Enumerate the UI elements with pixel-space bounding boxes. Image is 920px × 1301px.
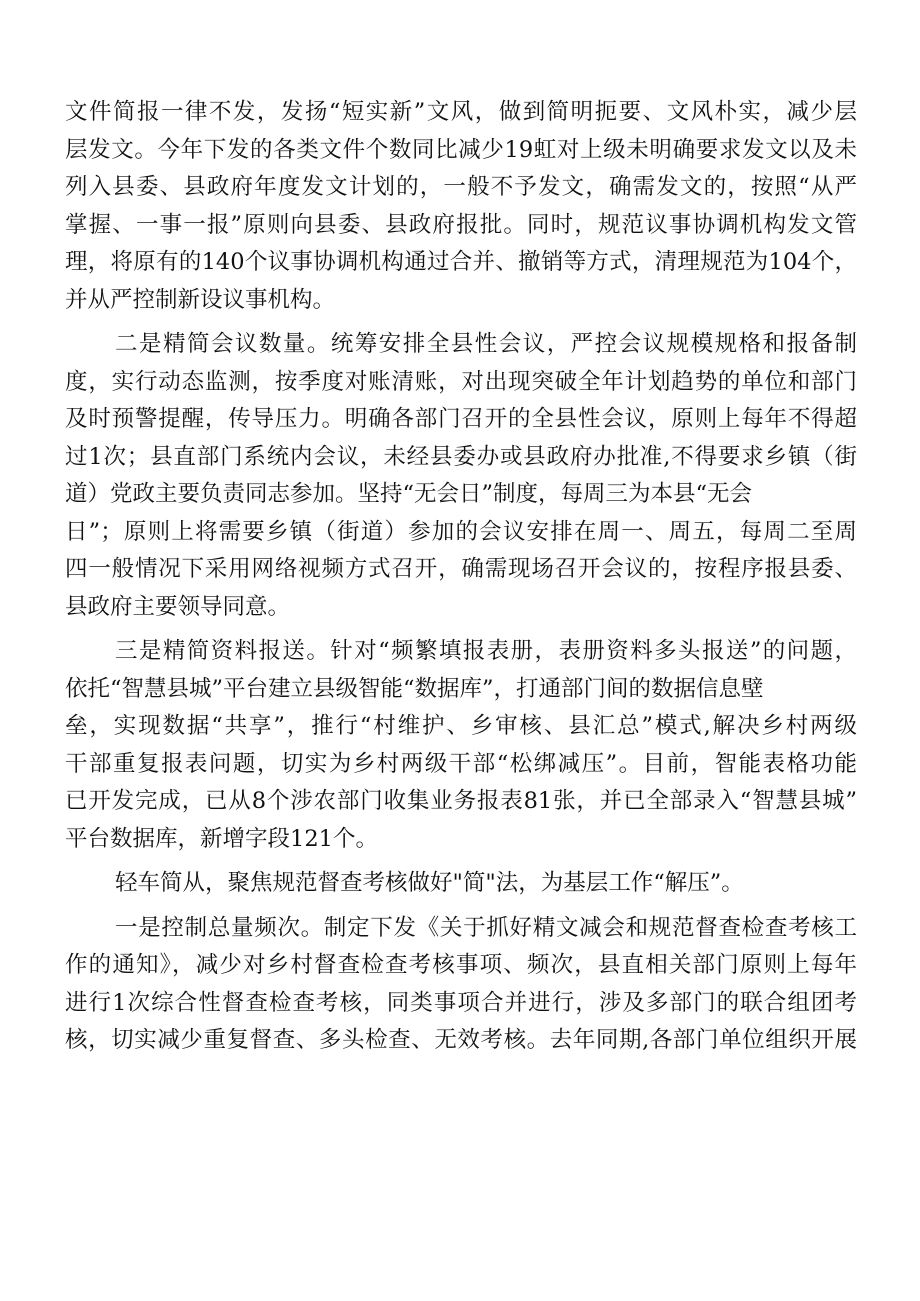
text-line: 掌握、一事一报”原则向县委、县政府报批。同时，规范议事协调机构发文管 [65, 211, 857, 238]
text-line: 度，实行动态监测，按季度对账清账，对出现突破全年计划趋势的单位和部门 [65, 368, 857, 395]
text-line: 依托“智慧县城”平台建立县级智能“数据库”，打通部门间的数据信息壁 [65, 675, 764, 702]
text-line: 及时预警提醒，传导压力。明确各部门召开的全县性会议，原则上每年不得超 [65, 406, 857, 432]
text-line: 四一般情况下采用网络视频方式召开，确需现场召开会议的，按程序报县委、 [65, 556, 857, 582]
text-line: 已开发完成，已从8个涉农部门收集业务报表81张，并已全部录入“智慧县城” [65, 788, 857, 814]
text-line: 一是控制总量频次。制定下发《关于抓好精文减会和规范督查检查考核工 [115, 914, 857, 941]
text-line: 作的通知》，减少对乡村督查检查考核事项、频次，县直相关部门原则上每年 [65, 952, 857, 978]
text-line: 县政府主要领导同意。 [65, 593, 291, 620]
text-line: 二是精简会议数量。统筹安排全县性会议，严控会议规模规格和报备制 [115, 331, 857, 357]
text-line: 过1次；县直部门系统内会议，未经县委办或县政府办批准,不得要求乡镇（街 [65, 443, 857, 470]
text-line: 干部重复报表问题，切实为乡村两级干部“松绑减压”。目前，智能表格功能 [65, 750, 857, 777]
text-line: 进行1次综合性督查检查考核，同类事项合并进行，涉及多部门的联合组团考 [65, 989, 857, 1016]
text-line: 平台数据库，新增字段121个。 [65, 825, 378, 852]
text-line: 道）党政主要负责同志参加。坚持“无会日”制度，每周三为本县“无会 [65, 481, 753, 507]
text-line: 列入县委、县政府年度发文计划的，一般不予发文，确需发文的，按照“从严 [65, 174, 857, 200]
paragraph-meeting-reduction [65, 326, 857, 626]
text-line: 层发文。今年下发的各类文件个数同比减少19虹对上级未明确要求发文以及未 [65, 136, 857, 163]
document-body [65, 94, 857, 1067]
paragraph-inspection-control [65, 910, 857, 1060]
text-line: 三是精简资料报送。针对“频繁填报表册，表册资料多头报送”的问题， [115, 638, 857, 664]
text-line: 理，将原有的140个议事协调机构通过合并、撤销等方式，清理规范为104个， [65, 249, 857, 275]
text-line: 轻车简从，聚焦规范督查考核做好"简"法，为基层工作“解压”。 [115, 870, 744, 896]
paragraph-report-simplification [65, 633, 857, 858]
text-line: 并从严控制新设议事机构。 [65, 286, 336, 313]
paragraph-inspection-heading [65, 865, 857, 903]
paragraph-document-simplification [65, 94, 857, 319]
text-line: 核，切实减少重复督查、多头检查、无效考核。去年同期,各部门单位组织开展 [65, 1027, 857, 1053]
text-line: 垒，实现数据“共享”，推行“村维护、乡审核、县汇总”模式,解决乡村两级 [65, 713, 857, 739]
text-line: 日”；原则上将需要乡镇（街道）参加的会议安排在周一、周五，每周二至周 [65, 518, 857, 545]
text-line: 文件简报一律不发，发扬“短实新”文风，做到简明扼要、文风朴实，减少层 [65, 99, 857, 125]
